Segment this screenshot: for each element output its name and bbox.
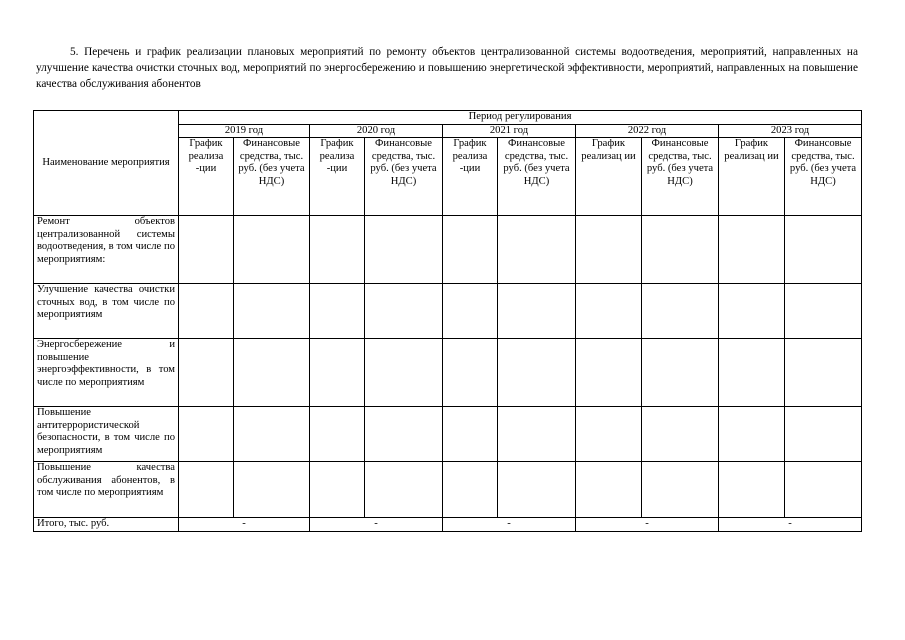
table-row: [34, 407, 862, 462]
table-cell: [234, 339, 310, 407]
table-cell: [785, 407, 862, 462]
row-label: Энергосбережение и повышение энергоэффективности, в том числе по мероприятиям: [34, 339, 179, 407]
finance-header: Финансовые средства, тыс. руб. (без учета НДС): [642, 138, 719, 216]
table-cell: [642, 216, 719, 284]
table-cell: [498, 339, 576, 407]
table-cell: [179, 216, 234, 284]
table-cell: [310, 284, 365, 339]
table-cell: [310, 462, 365, 518]
table-cell: [179, 284, 234, 339]
total-value: -: [719, 518, 862, 532]
table-cell: [719, 284, 785, 339]
table-cell: [179, 339, 234, 407]
table-cell: [443, 339, 498, 407]
column-header-period: Период регулирования: [179, 111, 862, 125]
table-cell: [719, 216, 785, 284]
section-heading: [36, 44, 858, 92]
year-header: 2023 год: [719, 124, 862, 138]
table-cell: [443, 462, 498, 518]
table-cell: [642, 407, 719, 462]
table-cell: [443, 216, 498, 284]
schedule-header: График реализац ии: [719, 138, 785, 216]
table-row: [34, 339, 862, 407]
finance-header: Финансовые средства, тыс. руб. (без учета НДС): [365, 138, 443, 216]
total-value: -: [576, 518, 719, 532]
row-label: Ремонт объектов централизованной системы водоотведения, в том числе по мероприятиям:: [34, 216, 179, 284]
table-cell: [785, 339, 862, 407]
finance-header: Финансовые средства, тыс. руб. (без учета НДС): [785, 138, 862, 216]
schedule-header: График реализа -ции: [310, 138, 365, 216]
table-cell: [576, 216, 642, 284]
year-header: 2020 год: [310, 124, 443, 138]
total-value: -: [179, 518, 310, 532]
table-cell: [642, 284, 719, 339]
table-cell: [785, 216, 862, 284]
total-value: -: [443, 518, 576, 532]
table-cell: [234, 216, 310, 284]
year-header: 2019 год: [179, 124, 310, 138]
table-cell: [498, 284, 576, 339]
table-cell: [719, 339, 785, 407]
table-cell: [234, 462, 310, 518]
schedule-header: График реализа -ции: [179, 138, 234, 216]
table-row: [34, 216, 862, 284]
table-cell: [234, 407, 310, 462]
row-label: Повышение качества обслуживания абонентов, в том числе по мероприятиям: [34, 462, 179, 518]
table-cell: [179, 407, 234, 462]
table-row: [34, 284, 862, 339]
table-cell: [365, 216, 443, 284]
table-cell: [443, 407, 498, 462]
row-label: Улучшение качества очистки сточных вод, в том числе по мероприятиям: [34, 284, 179, 339]
finance-header: Финансовые средства, тыс. руб. (без учета НДС): [234, 138, 310, 216]
table-cell: [576, 339, 642, 407]
table-cell: [498, 462, 576, 518]
table-cell: [234, 284, 310, 339]
schedule-header: График реализа -ции: [443, 138, 498, 216]
table-cell: [365, 407, 443, 462]
table-cell: [719, 462, 785, 518]
table-cell: [498, 407, 576, 462]
table-cell: [576, 284, 642, 339]
total-label: Итого, тыс. руб.: [34, 518, 179, 532]
table-cell: [576, 407, 642, 462]
table-cell: [365, 462, 443, 518]
table-cell: [498, 216, 576, 284]
total-value: -: [310, 518, 443, 532]
year-header: 2021 год: [443, 124, 576, 138]
table-cell: [642, 339, 719, 407]
table-cell: [310, 216, 365, 284]
table-cell: [576, 462, 642, 518]
table-cell: [443, 284, 498, 339]
table-cell: [785, 284, 862, 339]
table-cell: [310, 407, 365, 462]
row-label: Повышение антитеррористической безопасности, в том числе по мероприятиям: [34, 407, 179, 462]
table-cell: [642, 462, 719, 518]
table-cell: [310, 339, 365, 407]
column-header-name: Наименование мероприятия: [34, 111, 179, 216]
table-cell: [719, 407, 785, 462]
table-cell: [365, 284, 443, 339]
finance-header: Финансовые средства, тыс. руб. (без учета НДС): [498, 138, 576, 216]
total-row: [34, 518, 862, 532]
year-header: 2022 год: [576, 124, 719, 138]
table-cell: [365, 339, 443, 407]
table-cell: [785, 462, 862, 518]
table-cell: [179, 462, 234, 518]
table-row: [34, 462, 862, 518]
section-heading-text: 5. Перечень и график реализации плановых мероприятий по ремонту объектов централизованной системы водоотведения, мероприятий, направленных на улучшение качества очистки сточных вод, мероприятий по энергосбережению и повышению энергетической эффективности, мероприятий, направленных на повышение качества обслуживания абонентов: [36, 46, 858, 90]
schedule-header: График реализац ии: [576, 138, 642, 216]
plan-table: [33, 110, 862, 532]
